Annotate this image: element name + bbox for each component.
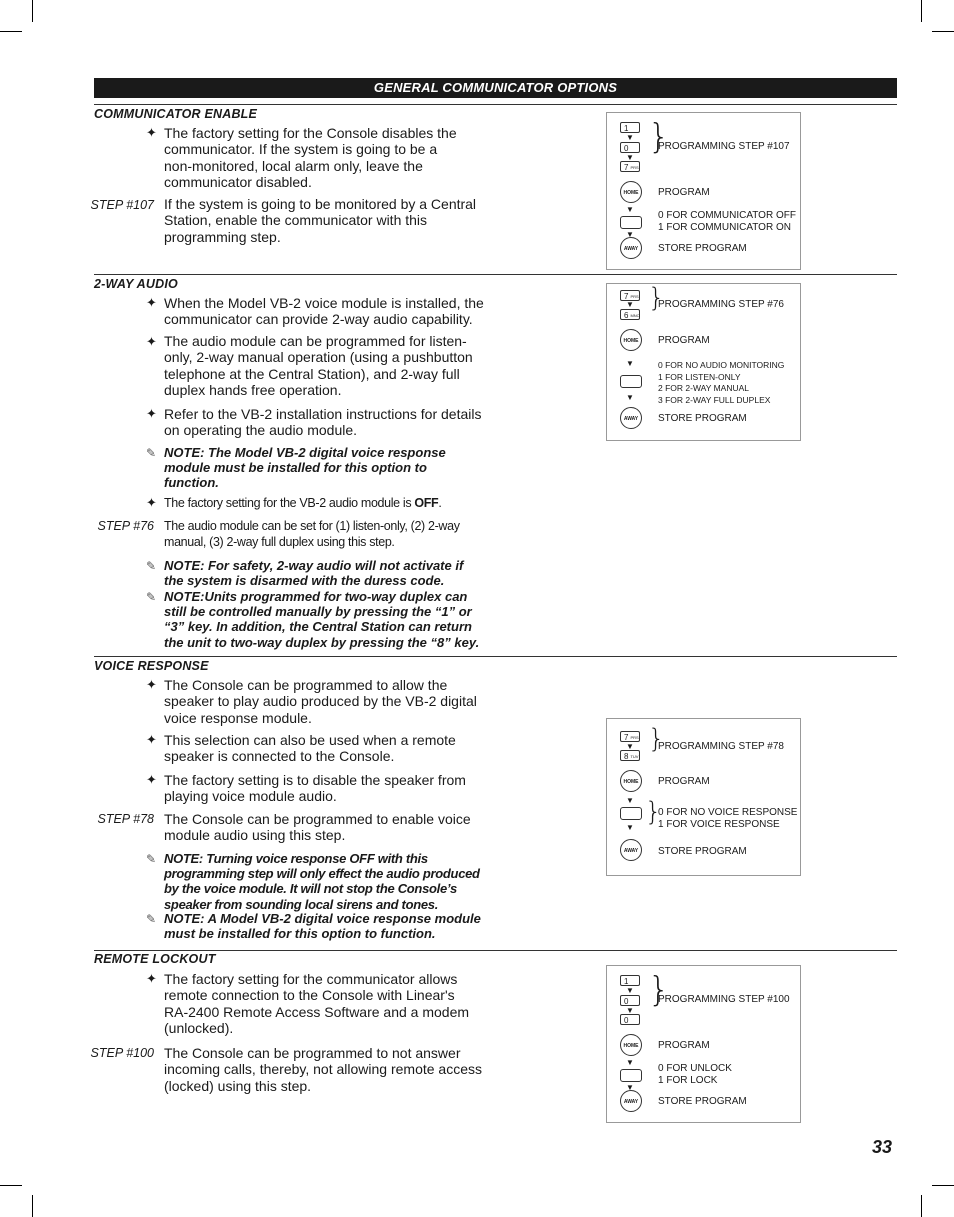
- section-title-2-way-audio: 2-WAY AUDIO: [94, 277, 178, 291]
- bullet-icon: ✦: [146, 406, 157, 421]
- brace-icon: }: [648, 117, 670, 157]
- diagram-label: STORE PROGRAM: [658, 243, 747, 254]
- bullet-icon: ✦: [146, 125, 157, 140]
- key-1-icon: 1: [620, 122, 640, 133]
- diagram-option: 0 FOR COMMUNICATOR OFF: [658, 210, 796, 221]
- diagram-option: 2 FOR 2-WAY MANUAL: [658, 383, 749, 393]
- crop-mark: [921, 0, 922, 22]
- arrow-down-icon: ▼: [626, 230, 634, 239]
- diagram-label: PROGRAMMING STEP #78: [658, 741, 784, 752]
- key-7-icon: 7 PRS: [620, 161, 640, 172]
- key-8-icon: 8 TUV: [620, 750, 640, 761]
- pencil-icon: ✎: [146, 590, 157, 604]
- paragraph: Refer to the VB-2 installation instructions for details on operating the audio module.: [164, 406, 482, 439]
- step-label: STEP #78: [97, 812, 154, 826]
- note: NOTE: The Model VB-2 digital voice response module must be installed for this option to function.: [164, 445, 446, 491]
- paragraph: The Console can be programmed to not answer incoming calls, thereby, not allowing remote access (locked) using this step.: [164, 1045, 483, 1094]
- away-key-icon: AWAY: [620, 237, 642, 259]
- arrow-down-icon: ▼: [626, 1083, 634, 1092]
- diagram-option: 1 FOR LISTEN-ONLY: [658, 371, 741, 382]
- crop-mark: [32, 1195, 33, 1217]
- arrow-down-icon: ▼: [626, 742, 634, 751]
- arrow-down-icon: ▼: [626, 986, 634, 995]
- home-key-icon: HOME: [620, 1034, 642, 1056]
- page-header: GENERAL COMMUNICATOR OPTIONS: [94, 78, 897, 98]
- key-6-icon: 6 MNO: [620, 309, 640, 320]
- diagram-option: 0 FOR NO AUDIO MONITORING: [658, 360, 785, 370]
- diagram-label: STORE PROGRAM: [658, 846, 747, 857]
- programming-diagram-step-100: [606, 965, 801, 1123]
- paragraph: When the Model VB-2 voice module is installed, the communicator can provide 2-way audio capability.: [164, 295, 484, 328]
- diagram-option: 0 FOR NO VOICE RESPONSE: [658, 807, 798, 818]
- paragraph: This selection can also be used when a remote speaker is connected to the Console.: [164, 732, 456, 765]
- crop-mark: [0, 31, 22, 32]
- paragraph: The factory setting for the VB-2 audio module is OFF.: [164, 496, 442, 510]
- note: NOTE: Turning voice response OFF with this programming step will only effect the audio produced by the voice module. It will not stop the Console’s speaker from sounding local sirens and tones.: [164, 851, 480, 912]
- arrow-down-icon: ▼: [626, 359, 634, 368]
- paragraph: The audio module can be set for (1) listen-only, (2) 2-way manual, (3) 2-way full duplex using this step.: [164, 519, 460, 550]
- diagram-label: STORE PROGRAM: [658, 413, 747, 424]
- pencil-icon: ✎: [146, 559, 157, 573]
- paragraph: The Console can be programmed to allow the speaker to play audio produced by the VB-2 digital voice response module.: [164, 677, 477, 726]
- paragraph: The audio module can be programmed for listen-only, 2-way manual operation (using a pushbutton telephone at the Central Station), and 2-way full duplex hands free operation.: [164, 333, 473, 399]
- paragraph: The factory setting for the Console disables the communicator. If the system is going to be a non-monitored, local alarm only, leave the communicator disabled.: [164, 125, 457, 191]
- arrow-down-icon: ▼: [626, 393, 634, 402]
- away-key-icon: AWAY: [620, 1090, 642, 1112]
- diagram-option: 3 FOR 2-WAY FULL DUPLEX: [658, 394, 771, 405]
- note: NOTE: A Model VB-2 digital voice response module must be installed for this option to function.: [164, 911, 481, 942]
- diagram-label: PROGRAM: [658, 335, 710, 346]
- paragraph: The factory setting for the communicator allows remote connection to the Console with Linear's RA-2400 Remote Access Software and a modem (unlocked).: [164, 971, 470, 1037]
- programming-diagram-step-78: [606, 718, 801, 876]
- arrow-down-icon: ▼: [626, 133, 634, 142]
- key-1-icon: 1: [620, 975, 640, 986]
- section-title-remote-lockout: REMOTE LOCKOUT: [94, 952, 216, 966]
- arrow-down-icon: ▼: [626, 1058, 634, 1067]
- diagram-option: 1 FOR COMMUNICATOR ON: [658, 222, 791, 233]
- paragraph: The Console can be programmed to enable voice module audio using this step.: [164, 811, 471, 844]
- diagram-label: PROGRAM: [658, 1040, 710, 1051]
- note: NOTE:Units programmed for two-way duplex can still be controlled manually by pressing the “1” or “3” key. In addition, the Central Station can return the unit to two-way duplex by pressing the “8” key.: [164, 589, 480, 650]
- diagram-label: PROGRAMMING STEP #100: [658, 994, 790, 1005]
- diagram-option: 1 FOR VOICE RESPONSE: [658, 819, 780, 830]
- crop-mark: [932, 1185, 954, 1186]
- bullet-icon: ✦: [146, 732, 157, 747]
- bullet-icon: ✦: [146, 772, 157, 787]
- brace-icon: }: [648, 724, 665, 754]
- home-key-icon: HOME: [620, 770, 642, 792]
- section-title-voice-response: VOICE RESPONSE: [94, 659, 209, 673]
- brace-icon: }: [645, 797, 662, 827]
- bullet-icon: ✦: [146, 971, 157, 986]
- bullet-icon: ✦: [146, 295, 157, 310]
- arrow-down-icon: ▼: [626, 796, 634, 805]
- diagram-option: 1 FOR LOCK: [658, 1075, 718, 1086]
- key-7-icon: 7 PRS: [620, 290, 640, 301]
- pencil-icon: ✎: [146, 912, 157, 926]
- arrow-down-icon: ▼: [626, 1006, 634, 1015]
- diagram-label: PROGRAM: [658, 776, 710, 787]
- blank-key-icon: [620, 807, 642, 820]
- arrow-down-icon: ▼: [626, 300, 634, 309]
- arrow-down-icon: ▼: [626, 823, 634, 832]
- bullet-icon: ✦: [146, 495, 157, 510]
- section-divider: [94, 274, 897, 275]
- paragraph: If the system is going to be monitored by a Central Station, enable the communicator with this programming step.: [164, 196, 477, 245]
- diagram-option: 0 FOR UNLOCK: [658, 1063, 732, 1074]
- step-label: STEP #107: [90, 198, 154, 212]
- pencil-icon: ✎: [146, 852, 157, 866]
- arrow-down-icon: ▼: [626, 205, 634, 214]
- diagram-label: PROGRAM: [658, 187, 710, 198]
- programming-diagram-step-76: [606, 283, 801, 441]
- key-7-icon: 7 PRS: [620, 731, 640, 742]
- section-title-communicator-enable: COMMUNICATOR ENABLE: [94, 107, 258, 121]
- blank-key-icon: [620, 1069, 642, 1082]
- key-0-icon: 0: [620, 142, 640, 153]
- section-divider: [94, 104, 897, 105]
- blank-key-icon: [620, 216, 642, 229]
- section-divider: [94, 656, 897, 657]
- step-label: STEP #100: [90, 1046, 154, 1060]
- crop-mark: [0, 1185, 22, 1186]
- page-number: 33: [872, 1137, 893, 1157]
- diagram-label: STORE PROGRAM: [658, 1096, 747, 1107]
- diagram-label: PROGRAMMING STEP #107: [658, 141, 790, 152]
- step-label: STEP #76: [97, 519, 154, 533]
- away-key-icon: AWAY: [620, 407, 642, 429]
- pencil-icon: ✎: [146, 446, 157, 460]
- diagram-label: PROGRAMMING STEP #76: [658, 299, 784, 310]
- section-divider: [94, 950, 897, 951]
- crop-mark: [921, 1195, 922, 1217]
- crop-mark: [932, 31, 954, 32]
- home-key-icon: HOME: [620, 329, 642, 351]
- paragraph: The factory setting is to disable the speaker from playing voice module audio.: [164, 772, 466, 805]
- programming-diagram-step-107: [606, 112, 801, 270]
- brace-icon: }: [648, 283, 665, 313]
- key-0-icon: 0: [620, 1014, 640, 1025]
- bullet-icon: ✦: [146, 677, 157, 692]
- note: NOTE: For safety, 2-way audio will not activate if the system is disarmed with the duress code.: [164, 558, 464, 589]
- crop-mark: [32, 0, 33, 22]
- arrow-down-icon: ▼: [626, 153, 634, 162]
- brace-icon: }: [648, 970, 670, 1010]
- blank-key-icon: [620, 375, 642, 388]
- home-key-icon: HOME: [620, 181, 642, 203]
- bullet-icon: ✦: [146, 334, 157, 349]
- away-key-icon: AWAY: [620, 839, 642, 861]
- key-0-icon: 0: [620, 995, 640, 1006]
